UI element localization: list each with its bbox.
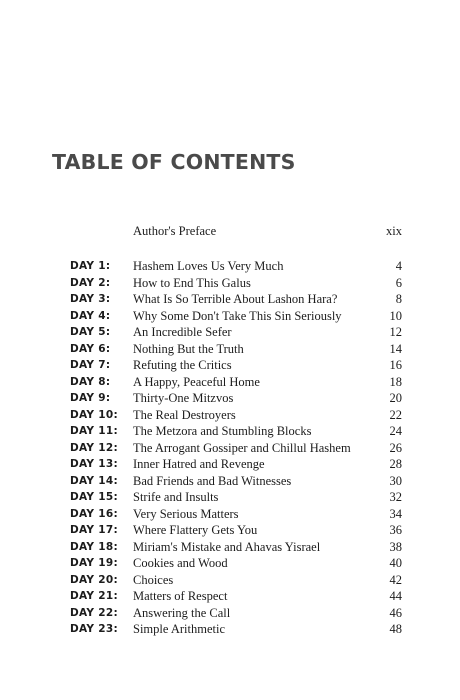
day-label: DAY 20: [70, 573, 119, 586]
page-number: 40 [389, 556, 402, 570]
chapter-title: Very Serious Matters [133, 506, 239, 521]
list-item [0, 456, 460, 473]
chapter-title: Nothing But the Truth [133, 341, 244, 356]
page-number: 30 [389, 473, 402, 488]
list-item [0, 555, 460, 572]
day-label: DAY 1: [70, 260, 111, 272]
day-label: DAY 2: [70, 276, 111, 289]
chapter-title: Thirty-One Mitzvos [133, 391, 234, 405]
page-number: 20 [389, 391, 402, 405]
list-item [0, 473, 460, 490]
day-label: DAY 10: [70, 408, 119, 421]
chapter-title: Simple Arithmetic [133, 622, 226, 636]
chapter-title: Why Some Don't Take This Sin Seriously [133, 308, 342, 323]
page-number: 22 [389, 407, 402, 422]
day-label: DAY 6: [70, 342, 111, 355]
page-number: 16 [389, 358, 402, 372]
list-item [0, 440, 460, 457]
day-label: DAY 17: [70, 524, 119, 536]
preface-entry [0, 224, 460, 241]
list-item [0, 621, 460, 638]
chapter-title: Bad Friends and Bad Witnesses [133, 473, 292, 488]
chapter-title: Hashem Loves Us Very Much [133, 259, 284, 273]
page-title: TABLE OF CONTENTS [52, 150, 296, 174]
day-label: DAY 7: [70, 359, 111, 371]
page-number: 46 [389, 605, 402, 620]
list-item [0, 357, 460, 374]
day-label: DAY 5: [70, 326, 111, 338]
list-item [0, 522, 460, 539]
day-label: DAY 3: [70, 293, 111, 305]
day-label: DAY 9: [70, 392, 111, 404]
list-item [0, 605, 460, 622]
chapter-title: An Incredible Sefer [133, 325, 232, 339]
page-number: 6 [395, 275, 402, 290]
day-label: DAY 11: [70, 425, 119, 437]
list-item [0, 308, 460, 325]
chapter-title: What Is So Terrible About Lashon Hara? [133, 292, 338, 306]
page-number: 24 [389, 424, 402, 438]
list-item [0, 324, 460, 341]
day-label: DAY 15: [70, 491, 119, 503]
chapter-title: The Metzora and Stumbling Blocks [133, 424, 312, 438]
list-item [0, 390, 460, 407]
page-number: 26 [389, 440, 402, 455]
list-item [0, 572, 460, 589]
page-number: 36 [389, 523, 402, 537]
preface-page-number: xix [386, 224, 402, 238]
page-number: 14 [389, 341, 402, 356]
day-label: DAY 13: [70, 458, 119, 470]
chapter-title: Choices [133, 572, 174, 587]
chapter-title: The Arrogant Gossiper and Chillul Hashem [133, 440, 351, 455]
day-label: DAY 16: [70, 507, 119, 520]
list-item [0, 423, 460, 440]
day-label: DAY 12: [70, 441, 119, 454]
day-label: DAY 4: [70, 309, 111, 322]
chapter-title: How to End This Galus [133, 275, 251, 290]
chapter-title: A Happy, Peaceful Home [133, 374, 260, 389]
chapter-title: Cookies and Wood [133, 556, 228, 570]
day-label: DAY 23: [70, 623, 119, 635]
list-item [0, 506, 460, 523]
list-item [0, 489, 460, 506]
contents-list [0, 258, 460, 638]
chapter-title: Refuting the Critics [133, 358, 232, 372]
page-number: 8 [395, 292, 402, 306]
page-number: 28 [389, 457, 402, 471]
day-label: DAY 22: [70, 606, 119, 619]
list-item [0, 539, 460, 556]
list-item [0, 341, 460, 358]
day-label: DAY 14: [70, 474, 119, 487]
day-label: DAY 19: [70, 557, 119, 569]
page-number: 10 [389, 308, 402, 323]
list-item [0, 275, 460, 292]
page-number: 42 [389, 572, 402, 587]
page-number: 48 [389, 622, 402, 636]
chapter-title: Matters of Respect [133, 589, 228, 603]
page-number: 4 [395, 259, 402, 273]
chapter-title: Answering the Call [133, 605, 231, 620]
page-number: 38 [389, 539, 402, 554]
chapter-title: Where Flattery Gets You [133, 523, 258, 537]
day-label: DAY 8: [70, 375, 111, 388]
list-item [0, 291, 460, 308]
chapter-title: Strife and Insults [133, 490, 219, 504]
page-number: 12 [389, 325, 402, 339]
list-item [0, 258, 460, 275]
chapter-title: The Real Destroyers [133, 407, 236, 422]
list-item [0, 588, 460, 605]
day-label: DAY 18: [70, 540, 119, 553]
page-number: 18 [389, 374, 402, 389]
list-item [0, 407, 460, 424]
page-number: 44 [389, 589, 402, 603]
chapter-title: Miriam's Mistake and Ahavas Yisrael [133, 539, 321, 554]
chapter-title: Inner Hatred and Revenge [133, 457, 265, 471]
preface-title: Author's Preface [133, 224, 217, 238]
page-number: 34 [389, 506, 402, 521]
list-item [0, 374, 460, 391]
page-number: 32 [389, 490, 402, 504]
day-label: DAY 21: [70, 590, 119, 602]
